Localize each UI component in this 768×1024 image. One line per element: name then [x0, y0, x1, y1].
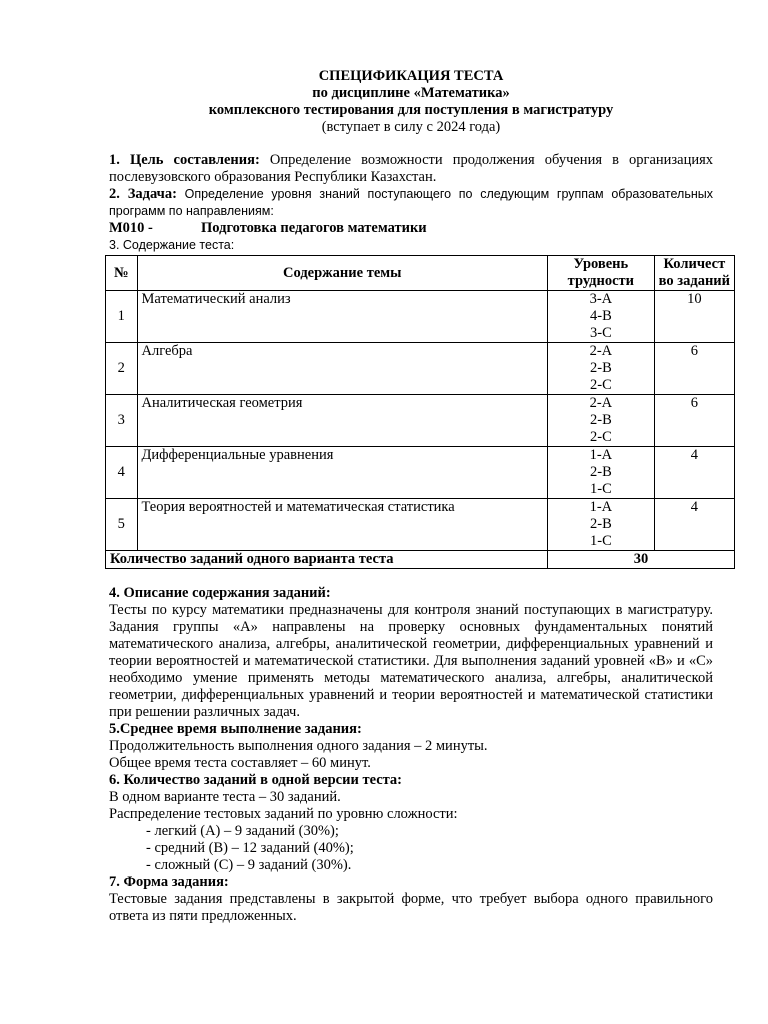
section-3-label: 3. Содержание теста: — [109, 238, 235, 252]
section-7-label: 7. Форма задания: — [109, 874, 229, 890]
row-count: 4 — [654, 447, 734, 499]
row-topic: Аналитическая геометрия — [137, 395, 548, 447]
th-count — [654, 256, 734, 291]
row-topic: Математический анализ — [137, 291, 548, 343]
row-num: 2 — [106, 343, 138, 395]
level-c: 1-C — [589, 481, 612, 497]
level-b: 2-B — [589, 464, 612, 480]
level-b: 2-B — [589, 412, 612, 428]
doc-effective-date: (вступает в силу с 2024 года) — [321, 119, 501, 135]
row-levels — [548, 447, 655, 499]
program-code: M010 - — [109, 220, 153, 236]
section-2-label: 2. Задача: — [109, 186, 177, 202]
row-count: 6 — [654, 395, 734, 447]
th-level-text: Уровень трудности — [567, 256, 635, 289]
section-6-line2: Распределение тестовых заданий по уровню сложности: — [109, 806, 458, 822]
row-levels — [548, 343, 655, 395]
level-b: 2-B — [589, 516, 612, 532]
table-total-row — [106, 551, 735, 569]
row-levels — [548, 499, 655, 551]
section-6-line1: В одном варианте теста – 30 заданий. — [109, 789, 341, 805]
section-2-text: Определение уровня знаний поступающего по следующим группам образовательных программ по направлениям: — [109, 187, 713, 218]
level-c: 2-C — [589, 377, 612, 393]
row-num: 5 — [106, 499, 138, 551]
doc-purpose: комплексного тестирования для поступления в магистратуру — [208, 102, 614, 118]
level-c: 3-C — [589, 325, 612, 341]
table-row — [106, 499, 735, 551]
level-a: 2-A — [589, 395, 613, 411]
row-topic: Алгебра — [137, 343, 548, 395]
th-count-text: Количест во заданий — [658, 256, 731, 289]
row-count: 6 — [654, 343, 734, 395]
table-row — [106, 447, 735, 499]
table-header-row — [106, 256, 735, 291]
list-item: - легкий (A) – 9 заданий (30%); — [146, 823, 339, 839]
section-4-label: 4. Описание содержания заданий: — [109, 585, 331, 601]
document-page — [109, 68, 731, 925]
content-table — [105, 255, 735, 569]
row-count: 10 — [654, 291, 734, 343]
section-2 — [109, 186, 713, 220]
doc-title: СПЕЦИФИКАЦИЯ ТЕСТА — [318, 68, 504, 84]
row-num: 3 — [106, 395, 138, 447]
program-name: Подготовка педагогов математики — [201, 220, 427, 236]
row-levels — [548, 395, 655, 447]
section-4-text: Тесты по курсу математики предназначены для контроля знаний поступающих в магистратуру. Задания группы «A» направлены на проверку основных фундаментальных понятий математического анализа, алгебры, аналитической геометрии, дифференциальных уравнений и теории вероятностей и математической статистики. Для выполнения заданий уровней «B» и «C» необходимо умение применять методы математического анализа, алгебры, аналитической геометрии, дифференциальных уравнений и теории вероятностей и математической статистики при решении различных задач. — [109, 602, 713, 720]
row-topic: Теория вероятностей и математическая статистика — [137, 499, 548, 551]
table-row — [106, 291, 735, 343]
section-1-text: Определение возможности продолжения обучения в организациях послевузовского образования Республики Казахстан. — [109, 152, 714, 185]
section-1 — [109, 152, 713, 186]
th-level — [548, 256, 655, 291]
level-a: 3-A — [589, 291, 613, 307]
program-line — [109, 220, 713, 237]
section-1-label: 1. Цель составления: — [109, 152, 260, 168]
level-b: 4-B — [589, 308, 612, 324]
section-6-label: 6. Количество заданий в одной версии теста: — [109, 772, 403, 788]
section-7-text: Тестовые задания представлены в закрытой форме, что требует выбора одного правильного ответа из пяти предложенных. — [109, 891, 713, 924]
total-value: 30 — [548, 551, 735, 569]
section-5-label: 5.Среднее время выполнение задания: — [109, 721, 362, 737]
list-item: - сложный (C) – 9 заданий (30%). — [146, 857, 352, 873]
row-num: 4 — [106, 447, 138, 499]
doc-discipline: по дисциплине «Математика» — [312, 85, 510, 101]
level-b: 2-B — [589, 360, 612, 376]
table-row — [106, 395, 735, 447]
section-5-line1: Продолжительность выполнения одного задания – 2 минуты. — [109, 738, 488, 754]
level-a: 1-A — [589, 447, 613, 463]
row-num: 1 — [106, 291, 138, 343]
table-row — [106, 343, 735, 395]
row-topic: Дифференциальные уравнения — [137, 447, 548, 499]
list-item: - средний (B) – 12 заданий (40%); — [146, 840, 354, 856]
total-label: Количество заданий одного варианта теста — [106, 551, 548, 569]
row-count: 4 — [654, 499, 734, 551]
level-a: 1-A — [589, 499, 613, 515]
level-c: 2-C — [589, 429, 612, 445]
th-num: № — [106, 256, 138, 291]
level-a: 2-A — [589, 343, 613, 359]
row-levels — [548, 291, 655, 343]
th-topic: Содержание темы — [137, 256, 548, 291]
section-5-line2: Общее время теста составляет – 60 минут. — [109, 755, 371, 771]
level-c: 1-C — [589, 533, 612, 549]
